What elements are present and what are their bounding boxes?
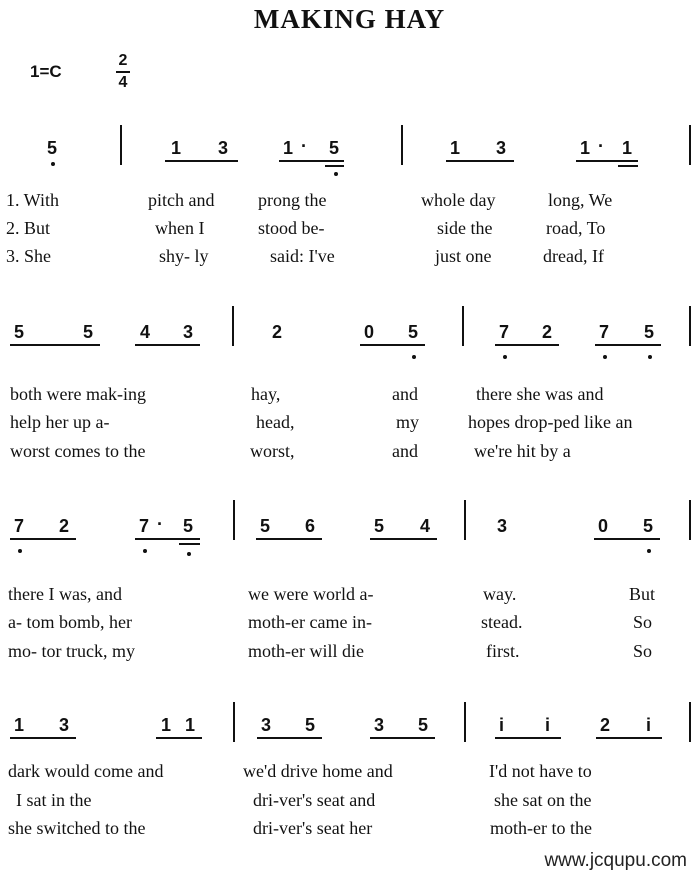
lyric: prong the [258,190,327,210]
note: 5 [83,322,94,342]
note: 0 [598,516,609,536]
note: 1 [622,138,633,158]
note: 7 [599,322,610,342]
note: i [499,715,505,735]
barline [120,125,122,165]
lyric: So [633,641,653,661]
lyric: long, We [548,190,613,210]
beam [595,344,661,346]
octave-dot [143,549,147,553]
lyric: there I was, and [8,584,122,604]
lyric: there she was and [476,384,604,404]
beam [360,344,425,346]
barline [464,702,466,742]
lyric: and [392,441,418,461]
octave-dot [187,552,191,556]
note: 1 [14,715,25,735]
lyric: help her up a- [10,412,110,432]
note: 1 [161,715,172,735]
barline [233,500,235,540]
note: 3 [183,322,194,342]
beam [135,538,200,540]
lyric: shy- ly [159,246,209,266]
barline [233,702,235,742]
beam [370,737,435,739]
note: 2 [542,322,553,342]
octave-dot [334,172,338,176]
dot-duration: · [157,514,163,534]
lyric: said: I've [270,246,335,266]
lyric: 3. She [6,246,51,266]
meter-line [116,71,130,73]
octave-dot [647,549,651,553]
beam [256,538,322,540]
watermark-text: www.jcqupu.com [544,850,687,871]
note: 5 [305,715,316,735]
barline [689,702,691,742]
lyric: we're hit by a [474,441,571,461]
beam [446,160,514,162]
lyric: a- tom bomb, her [8,612,132,632]
lyric: we'd drive home and [243,761,393,781]
lyric: moth-er to the [490,818,592,838]
lyric: 2. But [6,218,51,238]
song-title: MAKING HAY [253,4,446,34]
note: 3 [497,516,508,536]
note: 5 [644,322,655,342]
note: 1 [450,138,461,158]
note: 7 [14,516,25,536]
lyric: way. [483,584,517,604]
beam [135,344,200,346]
note: 5 [418,715,429,735]
lyric: side the [437,218,493,238]
beam [618,165,638,167]
note: 4 [140,322,151,342]
barline [401,125,403,165]
note: 5 [47,138,58,158]
lyric: worst, [250,441,295,461]
key-signature: 1=C [30,62,62,81]
barline [464,500,466,540]
beam [279,160,344,162]
note: 5 [14,322,25,342]
note: 5 [260,516,271,536]
beam [594,538,660,540]
lyric: dri-ver's seat and [253,790,376,810]
lyric: So [633,612,653,632]
lyric: dri-ver's seat her [253,818,373,838]
note: 1 [580,138,591,158]
note: 0 [364,322,375,342]
lyric: we were world a- [248,584,374,604]
lyric: first. [486,641,520,661]
note: 7 [139,516,150,536]
lyric: head, [256,412,295,432]
time-signature [116,52,130,92]
note: 7 [499,322,510,342]
barline [689,500,691,540]
beam [370,538,437,540]
lyric: my [396,412,420,432]
lyric: and [392,384,418,404]
lyric: 1. With [6,190,59,210]
lyric: road, To [546,218,606,238]
note: 6 [305,516,316,536]
note: 3 [59,715,70,735]
lyric: worst comes to the [10,441,146,461]
beam [495,737,561,739]
lyric: both were mak-ing [10,384,146,404]
beam [10,737,76,739]
meter-top: 2 [118,52,128,69]
note: 3 [496,138,507,158]
beam [257,737,322,739]
lyric: I'd not have to [489,761,592,781]
beam [576,160,638,162]
beam [156,737,202,739]
lyric: moth-er will die [248,641,364,661]
lyric: she sat on the [494,790,592,810]
note: 1 [185,715,196,735]
lyric: hay, [251,384,281,404]
lyric: when I [155,218,205,238]
note: 3 [374,715,385,735]
barline [689,125,691,165]
octave-dot [503,355,507,359]
lyric: whole day [421,190,496,210]
barline [689,306,691,346]
octave-dot [648,355,652,359]
beam [165,160,238,162]
note: i [646,715,652,735]
lyric: stead. [481,612,523,632]
dot-duration: · [301,136,307,156]
note: 1 [171,138,182,158]
note: 1 [283,138,294,158]
beam [325,165,344,167]
note: 5 [329,138,340,158]
lyric: dark would come and [8,761,164,781]
octave-dot [18,549,22,553]
note: i [545,715,551,735]
lyric: I sat in the [16,790,92,810]
note: 5 [374,516,385,536]
note: 5 [643,516,654,536]
lyric: pitch and [148,190,215,210]
note: 2 [600,715,611,735]
lyric: mo- tor truck, my [8,641,135,661]
dot-duration: · [598,136,604,156]
note: 2 [272,322,283,342]
note: 5 [408,322,419,342]
barline [232,306,234,346]
octave-dot [603,355,607,359]
beam [10,538,76,540]
beam [495,344,559,346]
note: 3 [218,138,229,158]
note: 5 [183,516,194,536]
octave-dot [412,355,416,359]
beam [179,543,200,545]
lyric: But [629,584,656,604]
beam [596,737,662,739]
lyric: moth-er came in- [248,612,372,632]
meter-bottom: 4 [118,74,128,91]
lyric: dread, If [543,246,604,266]
note: 4 [420,516,431,536]
beam [10,344,100,346]
barline [462,306,464,346]
lyric: hopes drop-ped like an [468,412,633,432]
lyric: just one [435,246,492,266]
note: 3 [261,715,272,735]
note: 2 [59,516,70,536]
lyric: she switched to the [8,818,146,838]
octave-dot [51,162,55,166]
lyric: stood be- [258,218,325,238]
